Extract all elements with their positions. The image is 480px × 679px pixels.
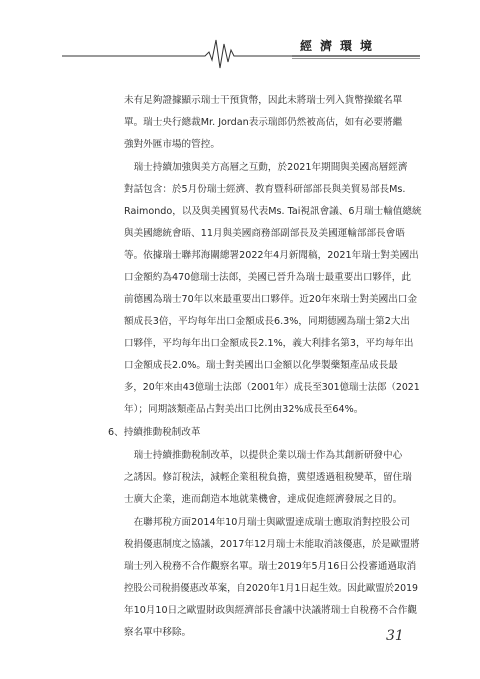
text-line: 稅捐優惠制度之協議，2017年12月瑞士未能取消該優惠，於是歐盟將 [124, 539, 420, 550]
text-line: 之誘因。修訂稅法，減輕企業租稅負擔，冀望透過租稅變革，留住瑞 [124, 472, 412, 483]
text-line: 前德國為瑞士70年以來最重要出口夥伴。近20年來瑞士對美國出口金 [124, 294, 418, 305]
text-line: 察名單中移除。 [124, 627, 192, 638]
header-title: 經濟環境 [300, 39, 381, 53]
text-line: 未有足夠證據顯示瑞士干預貨幣，因此未將瑞士列入貨幣操縱名單 [124, 95, 403, 106]
text-line: 單。瑞士央行總裁Mr. Jordan表示瑞郎仍然被高估，如有必要將繼 [124, 117, 403, 128]
text-line: 年10月10日之歐盟財政與經濟部長會議中決議將瑞士自稅務不合作觀 [124, 605, 418, 616]
text-line: 瑞士列入稅務不合作觀察名單。瑞士2019年5月16日公投審通過取消 [124, 561, 417, 572]
text-line: 口金額成長2.0%。瑞士對美國出口金額以化學製藥類產品成長最 [124, 360, 398, 371]
text-line: 年）；同期該類產品占對美出口比例由32%成長至64%。 [124, 404, 364, 415]
text-line: 額成長3倍，平均每年出口金額成長6.3%，同期德國為瑞士第2大出 [124, 316, 411, 327]
text-line: Raimondo，以及與美國貿易代表Ms. Tai視訊會議、6月瑞士輸值總統 [124, 206, 422, 217]
text-line: 瑞士持續加強與美方高層之互動，於2021年期間與美國高層經濟 [124, 162, 408, 173]
text-line: 口夥伴，平均每年出口金額成長2.1%，義大利排名第3，平均每年出 [124, 338, 414, 349]
text-line: 口金額約為470億瑞士法郎，美國已晉升為瑞士最重要出口夥伴，此 [124, 272, 411, 283]
text-line: 強對外匯市場的管控。 [124, 139, 220, 150]
text-line: 與美國總統會晤、11月與美國商務部副部長及美國運輸部部長會晤 [124, 228, 405, 239]
text-line: 對話包含：於5月份瑞士經濟、教育暨科研部部長與美貿易部長Ms. [124, 184, 406, 195]
section-heading: 6、持續推動稅制改革 [108, 427, 201, 438]
text-line: 控股公司稅捐優惠改革案，自2020年1月1日起生效。因此歐盟於2019 [124, 583, 419, 594]
text-line: 士廣大企業，進而創造本地就業機會，達成促進經濟發展之目的。 [124, 494, 403, 505]
text-line: 多，20年來由43億瑞士法郎（2001年）成長至301億瑞士法郎（2021 [124, 382, 420, 393]
text-line: 在聯邦稅方面2014年10月瑞士與歐盟達成瑞士應取消對控股公司 [124, 517, 411, 528]
text-line: 瑞士持續推動稅制改革，以提供企業以瑞士作為其創新研發中心 [124, 450, 403, 461]
page-number: 31 [386, 628, 404, 644]
text-line: 等。依據瑞士聯邦海關總署2022年4月新聞稿，2021年瑞士對美國出 [124, 250, 419, 261]
